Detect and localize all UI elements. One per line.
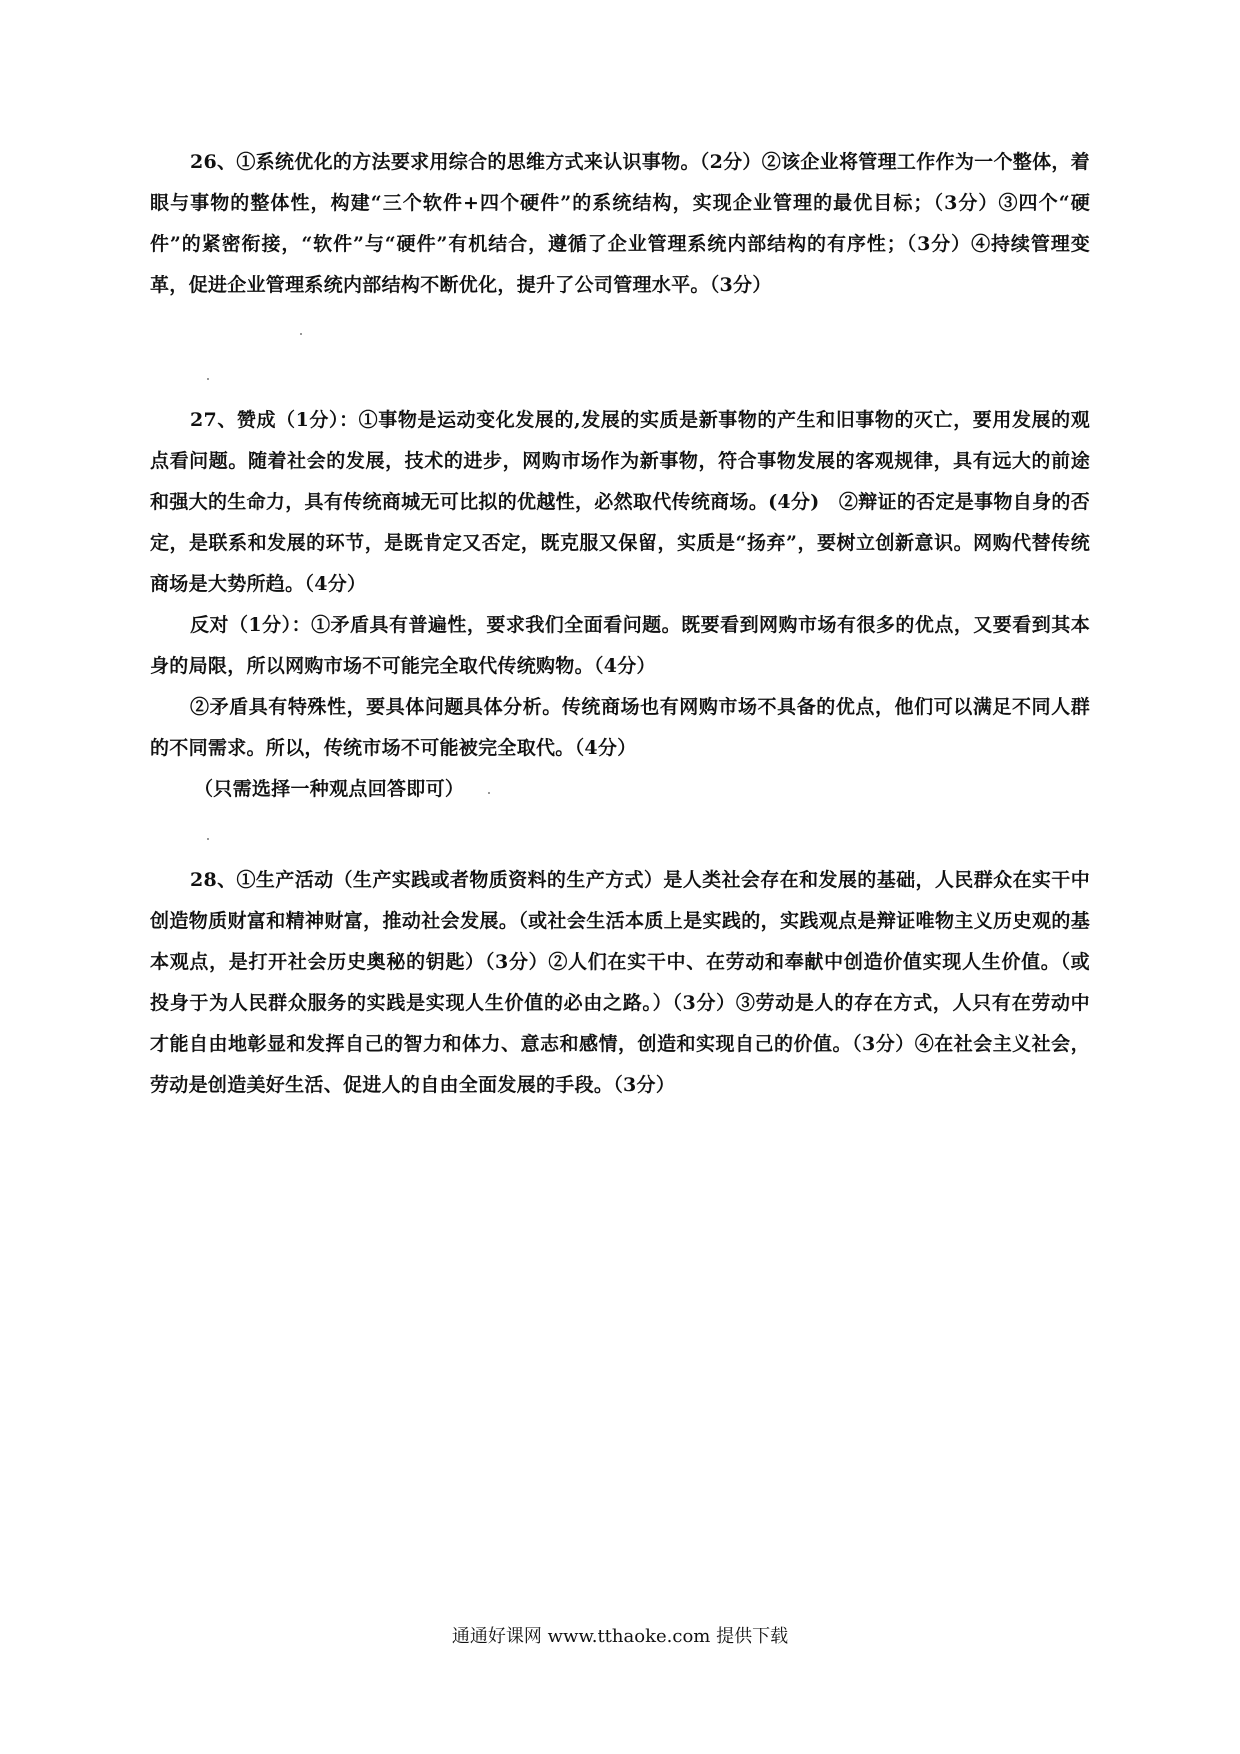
answer-27-oppose: 反对（1分）：①矛盾具有普遍性，要求我们全面看问题。既要看到网购市场有很多的优点，又要看到其本身的局限，所以网购市场不可能完全取代传统购物。（4分） <box>150 614 1090 677</box>
answer-27-note: （只需选择一种观点回答即可） <box>194 778 465 800</box>
scan-artifact <box>488 792 490 794</box>
answer-27-oppose-2: ②矛盾具有特殊性，要具体问题具体分析。传统商场也有网购市场不具备的优点，他们可以满足不同人群的不同需求。所以，传统市场不可能被完全取代。（4分） <box>150 696 1090 759</box>
answer-27 <box>150 400 1090 810</box>
answer-26-text: 26、①系统优化的方法要求用综合的思维方式来认识事物。（2分）②该企业将管理工作作为一个整体，着眼与事物的整体性，构建“三个软件+四个硬件”的系统结构，实现企业管理的最优目标；（3分）③四个“硬件”的紧密衔接，“软件”与“硬件”有机结合，遵循了企业管理系统内部结构的有序性；（3分）④持续管理变革，促进企业管理系统内部结构不断优化，提升了公司管理水平。（3分） <box>150 151 1090 296</box>
answer-27-agree: 27、赞成（1分）：①事物是运动变化发展的,发展的实质是新事物的产生和旧事物的灭亡，要用发展的观点看问题。随着社会的发展，技术的进步，网购市场作为新事物，符合事物发展的客观规律，具有远大的前途和强大的生命力，具有传统商城无可比拟的优越性，必然取代传统商场。(4分) ②辩证的否定是事物自身的否定，是联系和发展的环节，是既肯定又否定，既克服又保留，实质是“扬弃”，要树立创新意识。网购代替传统商场是大势所趋。（4分） <box>150 409 1090 595</box>
answer-28 <box>150 860 1090 1106</box>
answer-28-text: 28、①生产活动（生产实践或者物质资料的生产方式）是人类社会存在和发展的基础，人民群众在实干中创造物质财富和精神财富，推动社会发展。（或社会生活本质上是实践的，实践观点是辩证唯物主义历史观的基本观点，是打开社会历史奥秘的钥匙）（3分）②人们在实干中、在劳动和奉献中创造价值实现人生价值。（或投身于为人民群众服务的实践是实现人生价值的必由之路。）（3分）③劳动是人的存在方式，人只有在劳动中才能自由地彰显和发挥自己的智力和体力、意志和感情，创造和实现自己的价值。（3分）④在社会主义社会，劳动是创造美好生活、促进人的自由全面发展的手段。（3分） <box>150 869 1090 1096</box>
answer-26 <box>150 142 1090 306</box>
footer-credit: 通通好课网 www.tthaoke.com 提供下载 <box>451 1626 789 1647</box>
scan-artifact <box>207 838 209 840</box>
scan-artifact <box>300 333 302 335</box>
scan-artifact <box>207 378 209 380</box>
